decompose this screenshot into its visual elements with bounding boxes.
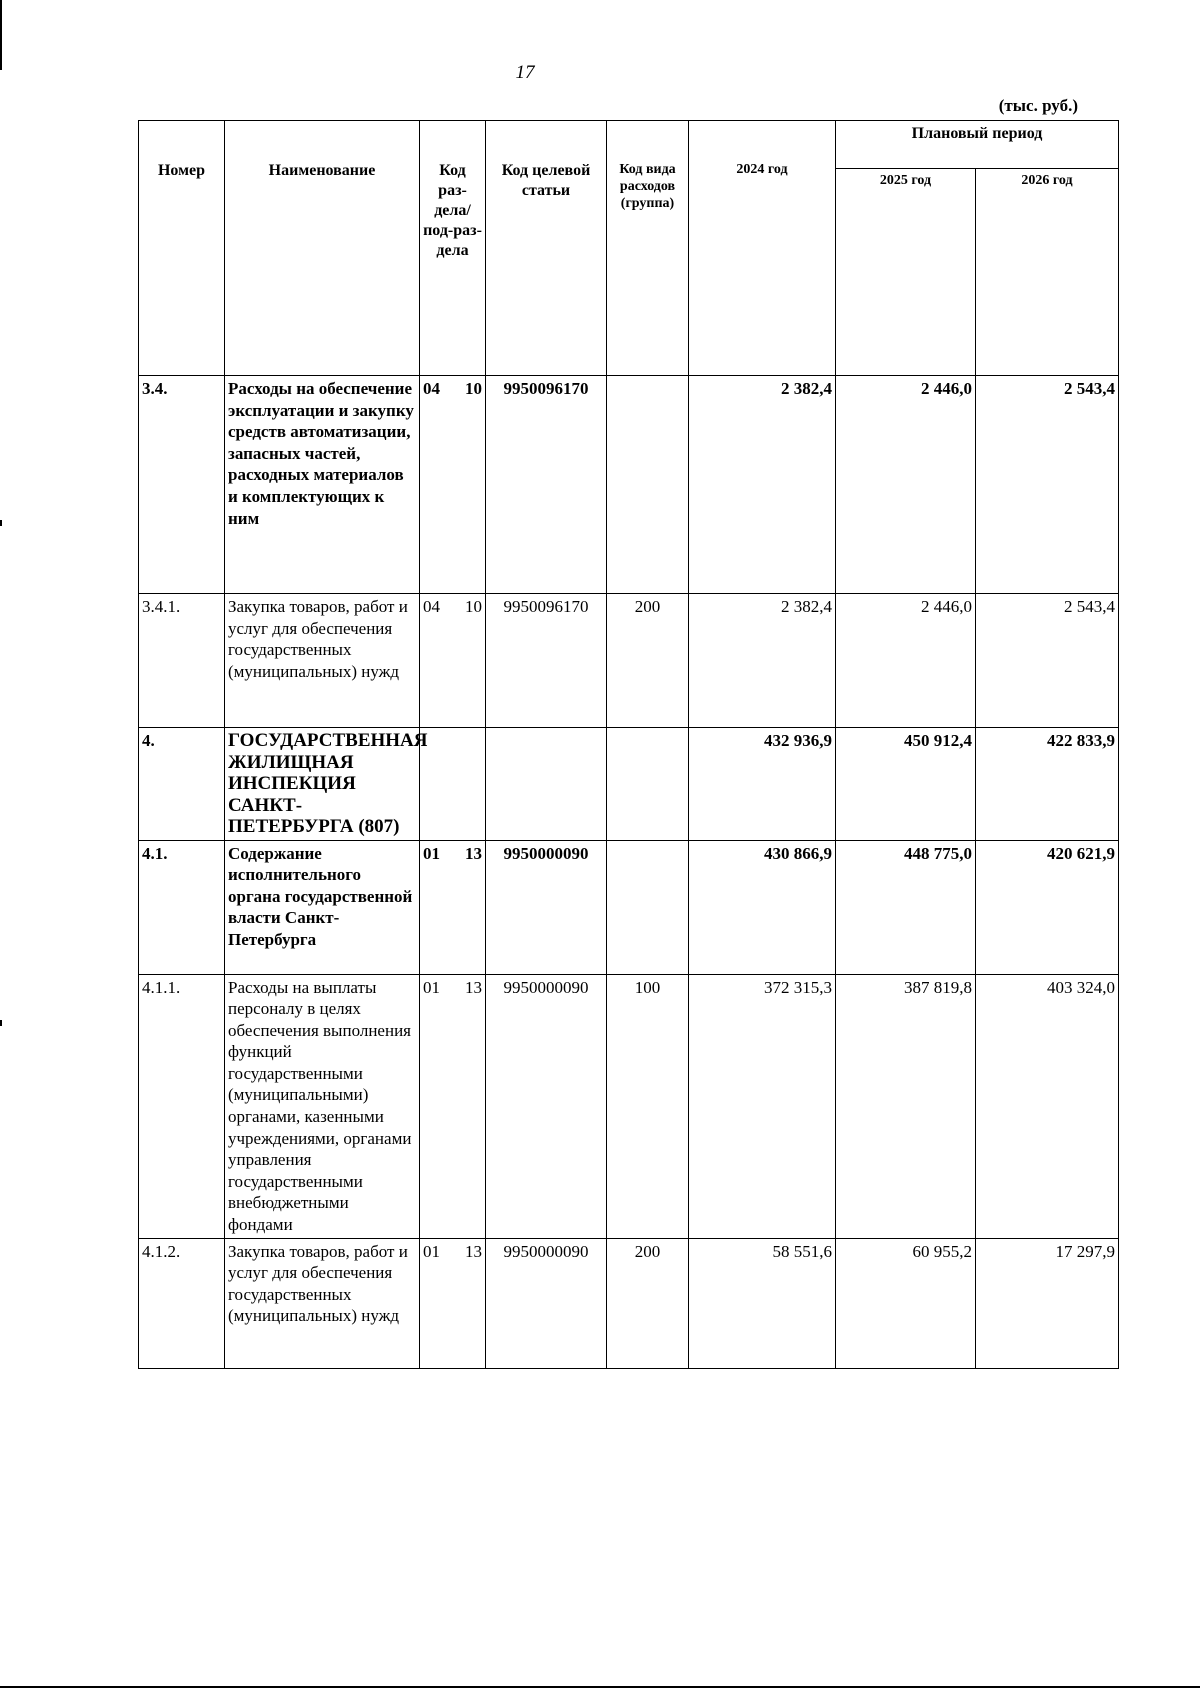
row-value-2025: 2 446,0 — [836, 594, 976, 728]
row-target-code: 9950096170 — [486, 594, 607, 728]
row-value-2024: 2 382,4 — [689, 594, 836, 728]
row-name: ГОСУДАРСТВЕННАЯ ЖИЛИЩНАЯ ИНСПЕКЦИЯ САНКТ-ПЕТЕРБУРГА (807) — [225, 728, 420, 841]
row-expense-type: 100 — [607, 974, 689, 1238]
row-section-code — [420, 840, 486, 974]
section-code-pair — [423, 596, 482, 618]
row-value-2024: 430 866,9 — [689, 840, 836, 974]
row-value-2026: 2 543,4 — [976, 594, 1119, 728]
row-name: Расходы на выплаты персоналу в целях обеспечения выполнения функций государственными (муниципальными) органами, казенными учреждениями, органами управления государственными внебюджетными фондами — [225, 974, 420, 1238]
row-name: Закупка товаров, работ и услуг для обеспечения государственных (муниципальных) нужд — [225, 594, 420, 728]
row-target-code: 9950096170 — [486, 376, 607, 594]
subsection-code: 13 — [465, 1241, 482, 1261]
section-code-pair — [423, 1241, 482, 1263]
row-target-code: 9950000090 — [486, 1238, 607, 1368]
header-number: Номер — [139, 121, 225, 376]
row-value-2026: 403 324,0 — [976, 974, 1119, 1238]
header-row — [139, 121, 1119, 169]
table-row — [139, 840, 1119, 974]
row-value-2025: 450 912,4 — [836, 728, 976, 841]
table-row — [139, 1238, 1119, 1368]
section-code-pair — [423, 977, 482, 999]
row-section-code — [420, 728, 486, 841]
header-section-code — [420, 121, 486, 376]
header-section-code-text: Код раз-дела/ под-раз-дела — [423, 162, 482, 259]
subsection-code: 13 — [465, 977, 482, 997]
row-expense-type — [607, 840, 689, 974]
row-target-code: 9950000090 — [486, 840, 607, 974]
row-expense-type: 200 — [607, 1238, 689, 1368]
section-code-pair — [423, 843, 482, 865]
row-name: Содержание исполнительного органа государственной власти Санкт-Петербурга — [225, 840, 420, 974]
units-label: (тыс. руб.) — [998, 96, 1078, 115]
row-number: 3.4.1. — [139, 594, 225, 728]
row-number: 4. — [139, 728, 225, 841]
row-number: 3.4. — [139, 376, 225, 594]
subsection-code: 10 — [465, 597, 482, 616]
table-row — [139, 376, 1119, 594]
section-code: 01 — [423, 1241, 440, 1261]
row-target-code — [486, 728, 607, 841]
table-row — [139, 728, 1119, 841]
section-code: 01 — [423, 843, 440, 863]
budget-table — [138, 120, 1119, 1369]
row-section-code — [420, 974, 486, 1238]
row-expense-type: 200 — [607, 594, 689, 728]
row-expense-type — [607, 728, 689, 841]
header-plan-period: Плановый период — [836, 121, 1119, 169]
header-2026: 2026 год — [976, 169, 1119, 376]
row-section-code — [420, 1238, 486, 1368]
row-number: 4.1. — [139, 840, 225, 974]
row-value-2024: 58 551,6 — [689, 1238, 836, 1368]
row-value-2024: 2 382,4 — [689, 376, 836, 594]
budget-table-wrapper — [138, 120, 1119, 1369]
row-value-2026: 422 833,9 — [976, 728, 1119, 841]
row-value-2025: 448 775,0 — [836, 840, 976, 974]
section-code: 01 — [423, 977, 440, 997]
row-expense-type — [607, 376, 689, 594]
row-name: Закупка товаров, работ и услуг для обеспечения государственных (муниципальных) нужд — [225, 1238, 420, 1368]
row-name: Расходы на обеспечение эксплуатации и закупку средств автоматизации, запасных частей, расходных материалов и комплектующих к ним — [225, 376, 420, 594]
row-value-2025: 60 955,2 — [836, 1238, 976, 1368]
header-2024: 2024 год — [689, 121, 836, 376]
header-target-code: Код целевой статьи — [486, 121, 607, 376]
row-number: 4.1.2. — [139, 1238, 225, 1368]
subsection-code: 13 — [465, 843, 482, 863]
subsection-code: 10 — [465, 379, 482, 398]
scan-mark — [0, 0, 2, 70]
row-value-2026: 2 543,4 — [976, 376, 1119, 594]
row-value-2025: 387 819,8 — [836, 974, 976, 1238]
section-code: 04 — [423, 597, 440, 616]
scan-mark — [0, 520, 2, 526]
row-value-2025: 2 446,0 — [836, 376, 976, 594]
row-value-2024: 432 936,9 — [689, 728, 836, 841]
header-2025: 2025 год — [836, 169, 976, 376]
section-code: 04 — [423, 379, 440, 398]
section-code-pair — [423, 378, 482, 400]
scan-mark — [0, 1020, 2, 1026]
row-section-code — [420, 376, 486, 594]
row-value-2026: 17 297,9 — [976, 1238, 1119, 1368]
table-row — [139, 974, 1119, 1238]
scan-mark — [0, 1686, 1200, 1688]
row-section-code — [420, 594, 486, 728]
row-target-code: 9950000090 — [486, 974, 607, 1238]
table-row — [139, 594, 1119, 728]
row-value-2026: 420 621,9 — [976, 840, 1119, 974]
header-name: Наименование — [225, 121, 420, 376]
page-number: 17 — [515, 62, 535, 83]
row-value-2024: 372 315,3 — [689, 974, 836, 1238]
header-expense-type: Код вида расходов (группа) — [607, 121, 689, 376]
row-number: 4.1.1. — [139, 974, 225, 1238]
